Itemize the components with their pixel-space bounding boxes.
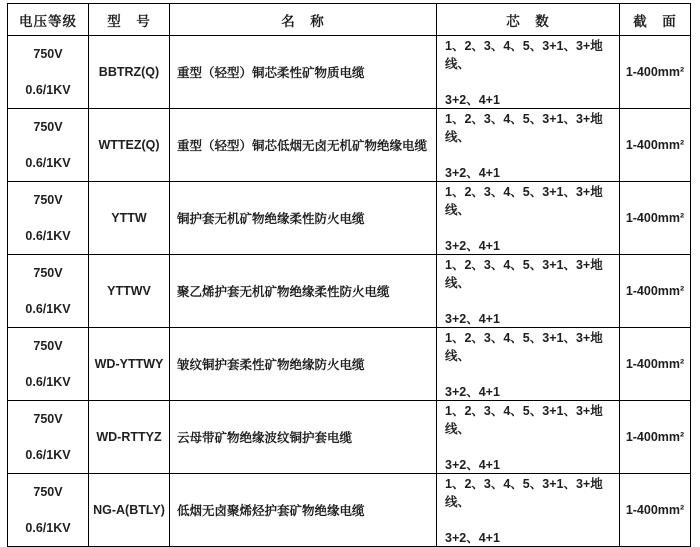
model-cell: WD-YTTWY bbox=[89, 328, 170, 401]
cores-cell bbox=[437, 255, 620, 328]
header-section: 截 面 bbox=[620, 4, 691, 36]
name-cell: 聚乙烯护套无机矿物绝缘柔性防火电缆 bbox=[170, 255, 437, 328]
cores-cell bbox=[437, 182, 620, 255]
name-cell: 云母带矿物绝缘波纹铜护套电缆 bbox=[170, 401, 437, 474]
model-cell: YTTW bbox=[89, 182, 170, 255]
voltage-cell bbox=[8, 401, 89, 474]
model-cell: WTTEZ(Q) bbox=[89, 109, 170, 182]
table-row bbox=[8, 255, 691, 328]
cores-line-2: 3+2、4+1 bbox=[445, 385, 500, 399]
voltage-line-2: 0.6/1KV bbox=[25, 83, 71, 97]
table-row bbox=[8, 328, 691, 401]
section-cell: 1-400mm² bbox=[620, 182, 691, 255]
cores-cell bbox=[437, 401, 620, 474]
cores-line-1: 1、2、3、4、5、3+1、3+地线、 bbox=[445, 404, 603, 436]
cores-line-2: 3+2、4+1 bbox=[445, 531, 500, 545]
voltage-cell bbox=[8, 328, 89, 401]
voltage-line-1: 750V bbox=[33, 412, 63, 426]
name-cell: 铜护套无机矿物绝缘柔性防火电缆 bbox=[170, 182, 437, 255]
cores-cell bbox=[437, 36, 620, 109]
cores-line-1: 1、2、3、4、5、3+1、3+地线、 bbox=[445, 39, 603, 71]
voltage-line-2: 0.6/1KV bbox=[25, 229, 71, 243]
voltage-cell bbox=[8, 109, 89, 182]
cores-cell bbox=[437, 109, 620, 182]
table-row bbox=[8, 109, 691, 182]
voltage-line-1: 750V bbox=[33, 193, 63, 207]
cable-spec-table bbox=[7, 3, 691, 547]
voltage-line-2: 0.6/1KV bbox=[25, 521, 71, 535]
voltage-line-2: 0.6/1KV bbox=[25, 448, 71, 462]
voltage-line-2: 0.6/1KV bbox=[25, 375, 71, 389]
cores-line-1: 1、2、3、4、5、3+1、3+地线、 bbox=[445, 258, 603, 290]
voltage-line-2: 0.6/1KV bbox=[25, 302, 71, 316]
voltage-line-2: 0.6/1KV bbox=[25, 156, 71, 170]
cores-line-1: 1、2、3、4、5、3+1、3+地线、 bbox=[445, 112, 603, 144]
voltage-line-1: 750V bbox=[33, 485, 63, 499]
cores-line-1: 1、2、3、4、5、3+1、3+地线、 bbox=[445, 477, 603, 509]
header-cores: 芯 数 bbox=[437, 4, 620, 36]
cores-line-2: 3+2、4+1 bbox=[445, 458, 500, 472]
voltage-cell bbox=[8, 474, 89, 547]
name-cell: 皱纹铜护套柔性矿物绝缘防火电缆 bbox=[170, 328, 437, 401]
table-row bbox=[8, 474, 691, 547]
name-cell: 重型（轻型）铜芯柔性矿物质电缆 bbox=[170, 36, 437, 109]
voltage-cell bbox=[8, 36, 89, 109]
table-row bbox=[8, 36, 691, 109]
cores-line-2: 3+2、4+1 bbox=[445, 93, 500, 107]
voltage-line-1: 750V bbox=[33, 339, 63, 353]
header-model: 型 号 bbox=[89, 4, 170, 36]
section-cell: 1-400mm² bbox=[620, 474, 691, 547]
cores-line-2: 3+2、4+1 bbox=[445, 239, 500, 253]
model-cell: WD-RTTYZ bbox=[89, 401, 170, 474]
cores-line-2: 3+2、4+1 bbox=[445, 312, 500, 326]
table-row bbox=[8, 401, 691, 474]
voltage-line-1: 750V bbox=[33, 47, 63, 61]
model-cell: NG-A(BTLY) bbox=[89, 474, 170, 547]
section-cell: 1-400mm² bbox=[620, 328, 691, 401]
voltage-cell bbox=[8, 182, 89, 255]
model-cell: YTTWV bbox=[89, 255, 170, 328]
header-voltage: 电压等级 bbox=[8, 4, 89, 36]
table-row bbox=[8, 182, 691, 255]
section-cell: 1-400mm² bbox=[620, 255, 691, 328]
section-cell: 1-400mm² bbox=[620, 36, 691, 109]
cores-line-1: 1、2、3、4、5、3+1、3+地线、 bbox=[445, 185, 603, 217]
table-header-row bbox=[8, 4, 691, 36]
model-cell: BBTRZ(Q) bbox=[89, 36, 170, 109]
voltage-line-1: 750V bbox=[33, 120, 63, 134]
cores-line-2: 3+2、4+1 bbox=[445, 166, 500, 180]
voltage-line-1: 750V bbox=[33, 266, 63, 280]
section-cell: 1-400mm² bbox=[620, 401, 691, 474]
voltage-cell bbox=[8, 255, 89, 328]
header-name: 名 称 bbox=[170, 4, 437, 36]
section-cell: 1-400mm² bbox=[620, 109, 691, 182]
cores-cell bbox=[437, 474, 620, 547]
cores-line-1: 1、2、3、4、5、3+1、3+地线、 bbox=[445, 331, 603, 363]
name-cell: 重型（轻型）铜芯低烟无卤无机矿物绝缘电缆 bbox=[170, 109, 437, 182]
cores-cell bbox=[437, 328, 620, 401]
name-cell: 低烟无卤聚烯烃护套矿物绝缘电缆 bbox=[170, 474, 437, 547]
